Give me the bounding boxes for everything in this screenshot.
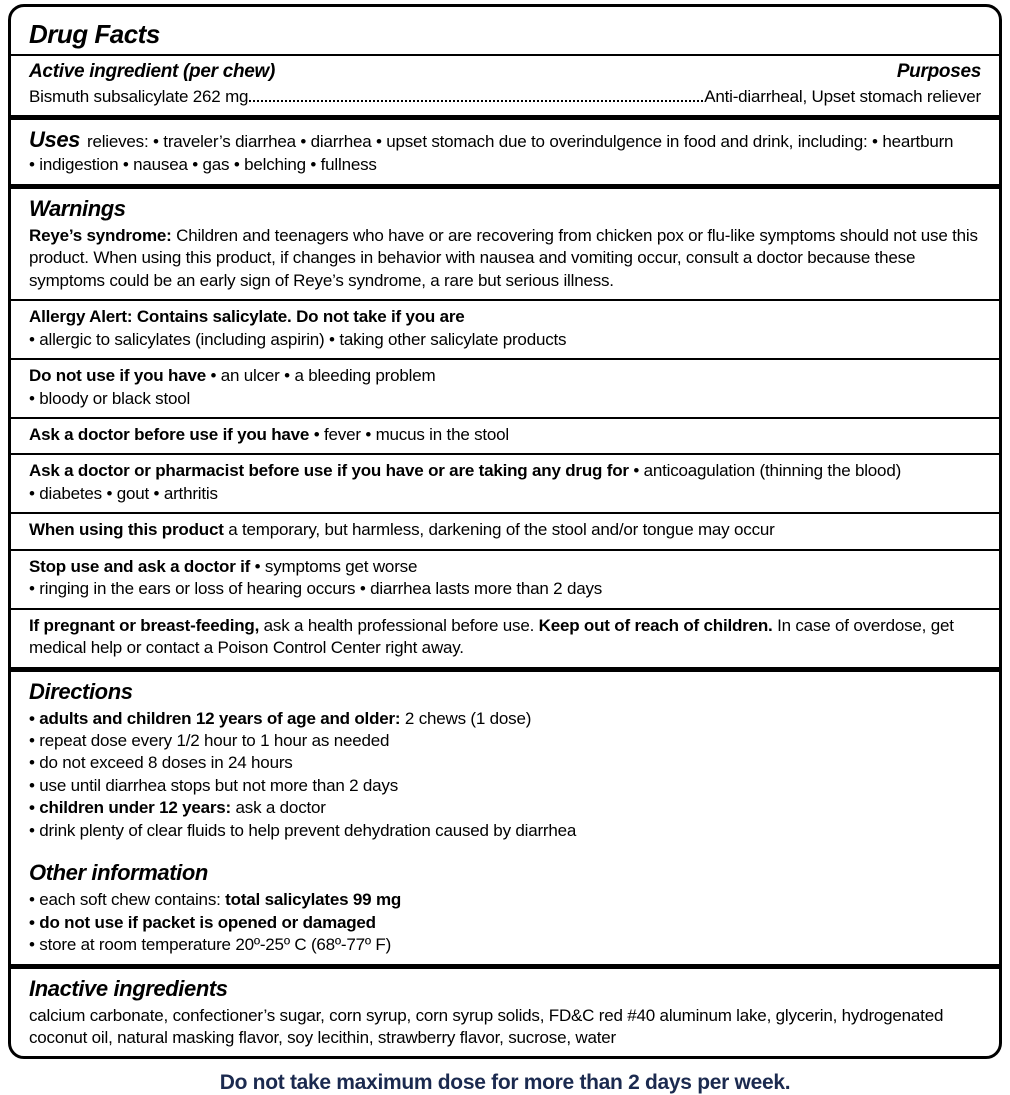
ingredient-name: Bismuth subsalicylate 262 mg bbox=[29, 87, 249, 106]
other-information-heading: Other information bbox=[29, 860, 208, 886]
direction-pre: • do not exceed 8 doses in 24 hours bbox=[29, 753, 293, 773]
drug-facts-card bbox=[8, 4, 1002, 1059]
other-info-item bbox=[29, 934, 981, 956]
do-not-use bbox=[11, 360, 999, 417]
warnings-heading: Warnings bbox=[29, 195, 126, 221]
ingredient-purpose: Anti-diarrheal, Upset stomach reliever bbox=[704, 87, 981, 106]
dotted-leader bbox=[249, 100, 703, 102]
direction-pre: • drink plenty of clear fluids to help prevent dehydration caused by diarrhea bbox=[29, 820, 577, 840]
other-info-bold: total salicylates 99 mg bbox=[225, 890, 402, 910]
directions-section bbox=[11, 672, 999, 964]
other-info-bold: • do not use if packet is opened or damaged bbox=[29, 912, 376, 932]
ask-doctor-line bbox=[29, 424, 981, 446]
ask-pharmacist-bold: Ask a doctor or pharmacist before use if you have or are taking any drug for bbox=[29, 461, 629, 481]
stop-use-line-2: • ringing in the ears or loss of hearing occurs • diarrhea lasts more than 2 days bbox=[29, 579, 603, 599]
drug-facts-header bbox=[11, 7, 999, 54]
ask-pharmacist-line-1 bbox=[29, 460, 981, 482]
do-not-use-text: • an ulcer • a bleeding problem bbox=[205, 366, 436, 386]
direction-post: ask a doctor bbox=[231, 798, 326, 818]
other-info-item bbox=[29, 889, 981, 911]
drug-facts-title: Drug Facts bbox=[29, 19, 160, 49]
uses-heading: Uses bbox=[29, 127, 80, 153]
other-information-section bbox=[29, 858, 981, 956]
direction-item bbox=[29, 708, 981, 730]
ask-doctor-bold: Ask a doctor before use if you have bbox=[29, 425, 310, 444]
directions-heading: Directions bbox=[29, 678, 133, 704]
when-using bbox=[11, 514, 999, 548]
uses-line-2: • indigestion • nausea • gas • belching • fullness bbox=[29, 155, 377, 175]
do-not-use-line-1 bbox=[29, 365, 981, 387]
inactive-ingredients-text: calcium carbonate, confectioner’s sugar, corn syrup, corn syrup solids, FD&C red #40 aluminum lake, glycerin, hydrogenated coconut oil, natural masking flavor, soy lecithin, strawberry flavor, sucrose, water bbox=[29, 1005, 944, 1047]
inactive-ingredients-section bbox=[11, 969, 999, 1057]
direction-item bbox=[29, 797, 981, 819]
ask-doctor-pharmacist bbox=[11, 455, 999, 512]
do-not-use-line-2: • bloody or black stool bbox=[29, 388, 191, 408]
ask-doctor bbox=[11, 419, 999, 453]
direction-pre: • repeat dose every 1/2 hour to 1 hour as needed bbox=[29, 730, 390, 750]
warnings-section bbox=[11, 189, 999, 299]
direction-item bbox=[29, 820, 981, 842]
stop-use bbox=[11, 551, 999, 608]
direction-post: 2 chews (1 dose) bbox=[400, 708, 532, 728]
other-info-pre: • store at room temperature 20º-25º C (68º-77º F) bbox=[29, 935, 392, 955]
ask-pharmacist-line-2: • diabetes • gout • arthritis bbox=[29, 483, 218, 503]
do-not-use-bold: Do not use if you have bbox=[29, 366, 206, 386]
allergy-line-2: • allergic to salicylates (including aspirin) • taking other salicylate products bbox=[29, 329, 567, 349]
when-using-line bbox=[29, 519, 981, 541]
direction-item bbox=[29, 730, 981, 752]
pregnant-bold-2: Keep out of reach of children. bbox=[538, 615, 773, 635]
active-ingredient-section bbox=[11, 56, 999, 115]
reye-text: Children and teenagers who have or are recovering from chicken pox or flu-like symptoms should not use this product. When using this product, if changes in behavior with nausea and vomiting occur, consult a doctor because these symptoms could be an early sign of Reye’s syndrome, a rare but serious illness. bbox=[29, 225, 978, 290]
stop-use-line-1 bbox=[29, 556, 981, 578]
uses-section bbox=[11, 120, 999, 183]
spacer bbox=[29, 842, 981, 858]
ask-pharmacist-text: • anticoagulation (thinning the blood) bbox=[628, 461, 902, 481]
reye-syndrome-warning bbox=[29, 225, 981, 292]
pregnant-bold-1: If pregnant or breast-feeding, bbox=[29, 615, 260, 635]
other-info-pre: • each soft chew contains: bbox=[29, 890, 226, 910]
active-ingredient-heading: Active ingredient (per chew) bbox=[29, 61, 276, 82]
direction-bold: • children under 12 years: bbox=[29, 798, 231, 818]
other-info-item bbox=[29, 912, 981, 934]
when-using-text: a temporary, but harmless, darkening of the stool and/or tongue may occur bbox=[223, 520, 775, 540]
pregnancy-warning bbox=[11, 610, 999, 667]
stop-use-bold: Stop use and ask a doctor if bbox=[29, 556, 251, 576]
direction-bold: • adults and children 12 years of age and older: bbox=[29, 708, 401, 728]
when-using-bold: When using this product bbox=[29, 520, 224, 540]
uses-line-1 bbox=[29, 125, 981, 154]
direction-item bbox=[29, 775, 981, 797]
reye-bold: Reye’s syndrome: bbox=[29, 225, 172, 245]
direction-item bbox=[29, 752, 981, 774]
pregnant-text-1: ask a health professional before use. bbox=[259, 615, 539, 635]
uses-text-1: relieves: • traveler’s diarrhea • diarrhea • upset stomach due to overindulgence in food and drink, including: • heartburn bbox=[87, 132, 954, 152]
inactive-ingredients-heading: Inactive ingredients bbox=[29, 975, 228, 1001]
active-ingredient-row bbox=[29, 86, 981, 108]
purposes-heading: Purposes bbox=[896, 61, 981, 82]
pregnant-text-2: In case of overdose, get medical help or contact a Poison Control Center right away. bbox=[29, 615, 954, 658]
ask-doctor-text: • fever • mucus in the stool bbox=[309, 425, 510, 444]
allergy-alert bbox=[11, 301, 999, 358]
active-ingredient-head-row bbox=[29, 61, 981, 83]
allergy-bold: Allergy Alert: Contains salicylate. Do not take if you are bbox=[29, 307, 465, 327]
stop-use-text: • symptoms get worse bbox=[250, 556, 418, 576]
footer-note: Do not take maximum dose for more than 2 days per week. bbox=[219, 1071, 791, 1095]
direction-pre: • use until diarrhea stops but not more than 2 days bbox=[29, 775, 399, 795]
